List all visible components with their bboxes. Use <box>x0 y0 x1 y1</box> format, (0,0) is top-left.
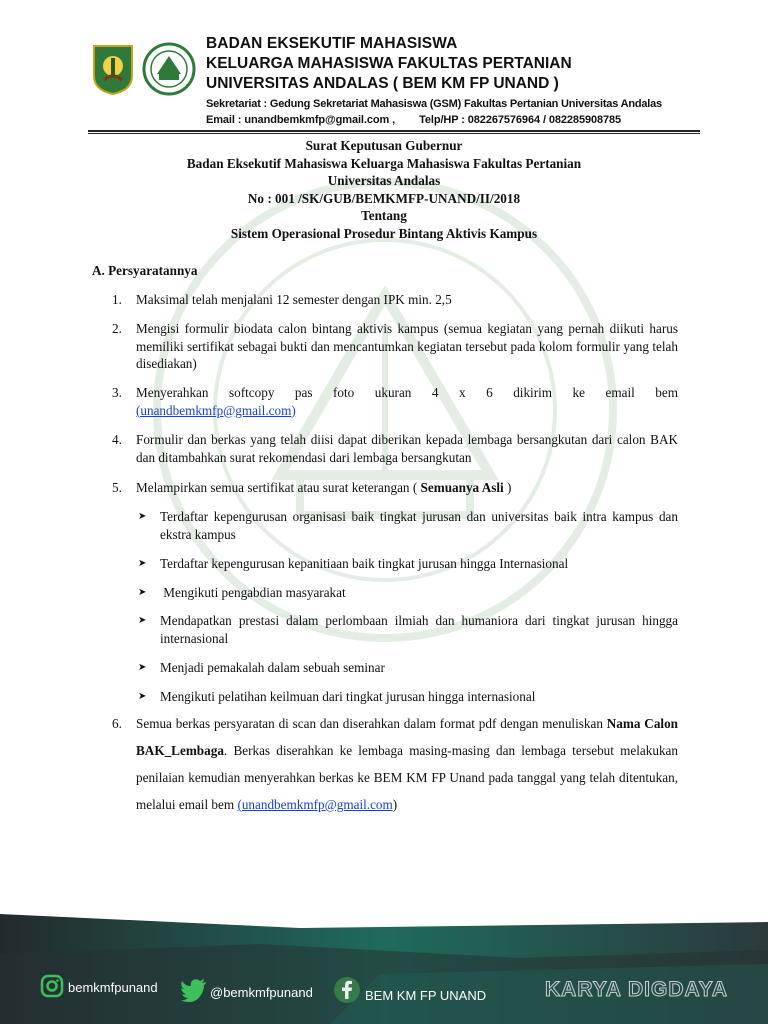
twitter-handle[interactable]: @bemkmfpunand <box>210 985 313 1000</box>
decree-title <box>88 137 680 242</box>
arrow-bullet-icon: ➤ <box>138 615 147 626</box>
instagram-icon[interactable] <box>40 974 64 998</box>
university-logo-icon <box>142 42 196 96</box>
title-line-2: Badan Eksekutif Mahasiswa Keluarga Mahasiswa Fakultas Pertanian <box>186 155 582 171</box>
list-item: 3. Menyerahkan softcopy pas foto ukuran 4 x 6 dikirim ke email bem (unandbemkmfp@gmail.com) <box>112 385 678 418</box>
contact-line <box>206 112 696 128</box>
arrow-bullet-icon: ➤ <box>138 662 147 673</box>
arrow-bullet-icon: ➤ <box>138 587 147 598</box>
contact-email: Email : unandbemkmfp@gmail.com , <box>206 114 396 126</box>
title-line-5: Tentang <box>361 208 407 223</box>
org-family: KELUARGA MAHASISWA FAKULTAS PERTANIAN <box>206 55 572 72</box>
sub-list-item: ➤ Mengikuti pengabdian masyarakat <box>138 585 346 600</box>
email-link[interactable]: (unandbemkmfp@gmail.com <box>237 797 393 812</box>
contact-phone: Telp/HP : 082267576964 / 082285908785 <box>419 114 622 126</box>
facebook-page[interactable]: BEM KM FP UNAND <box>365 988 487 1003</box>
list-item: 6. Semua berkas persyaratan di scan dan diserahkan dalam format pdf dengan menuliskan Nama Calon BAK_Lembaga. Berkas diserahkan ke lembaga masing-masing dan lembaga tersebut melakukan penilaian kemudian menyerahkan berkas ke BEM KM FP Unand pada tanggal yang telah ditentukan, melalui email bem (unandbemkmfp@gmail.com) <box>112 716 679 812</box>
arrow-bullet-icon: ➤ <box>138 691 147 702</box>
letterhead-rule-thin <box>88 133 700 134</box>
secretariat-address: Sekretariat : Gedung Sekretariat Mahasiswa (GSM) Fakultas Pertanian Universitas Andalas <box>206 98 662 110</box>
sub-list-item: ➤ Menjadi pemakalah dalam sebuah seminar <box>138 660 385 675</box>
sub-list-item: ➤ Mendapatkan prestasi dalam perlombaan ilmiah dan humaniora dari tingkat jurusan hingga internasional <box>138 613 678 646</box>
instagram-handle[interactable]: bemkmfpunand <box>68 980 158 995</box>
list-item: 2. Mengisi formulir biodata calon bintang aktivis kampus (semua kegiatan yang pernah diikuti harus memiliki sertifikat sebagai bukti dan mencantumkan kegiatan tersebut pada kolom formulir yang telah disediakan) <box>112 321 678 371</box>
arrow-bullet-icon: ➤ <box>138 558 147 569</box>
facebook-icon[interactable] <box>333 976 361 1004</box>
list-item: 4. Formulir dan berkas yang telah diisi dapat diberikan kepada lembaga bersangkutan dari calon BAK dan ditambahkan surat rekomendasi dari lembaga bersangkutan <box>112 432 678 465</box>
list-item: 5. Melampirkan semua sertifikat atau surat keterangan ( Semuanya Asli ) <box>112 480 512 495</box>
letterhead-text <box>206 34 696 128</box>
sub-list-item: ➤ Terdaftar kepengurusan kepanitiaan baik tingkat jurusan hingga Internasional <box>138 556 569 571</box>
list-item: 1. Maksimal telah menjalani 12 semester dengan IPK min. 2,5 <box>112 292 452 307</box>
letterhead-rule-thick <box>88 130 700 132</box>
footer-motto: KARYA DIGDAYA <box>545 978 728 1001</box>
org-university: UNIVERSITAS ANDALAS ( BEM KM FP UNAND ) <box>206 75 559 92</box>
faculty-logo-icon <box>90 42 136 96</box>
section-heading: A. Persyaratannya <box>92 263 198 278</box>
title-line-6: Sistem Operasional Prosedur Bintang Aktivis Kampus <box>230 225 538 241</box>
title-line-1: Surat Keputusan Gubernur <box>305 138 463 153</box>
sub-list-item: ➤ Terdaftar kepengurusan organisasi baik tingkat jurusan dan universitas baik intra kampus dan ekstra kampus <box>138 509 678 542</box>
email-link[interactable]: (unandbemkmfp@gmail.com) <box>136 402 296 418</box>
title-line-3: Universitas Andalas <box>327 173 441 188</box>
title-line-4: No : 001 /SK/GUB/BEMKMFP-UNAND/II/2018 <box>247 190 521 206</box>
arrow-bullet-icon: ➤ <box>138 511 147 522</box>
twitter-icon[interactable] <box>180 978 208 1002</box>
letterhead <box>88 34 698 130</box>
sub-list-item: ➤ Mengikuti pelatihan keilmuan dari tingkat jurusan hingga internasional <box>138 689 536 704</box>
org-name: BADAN EKSEKUTIF MAHASISWA <box>206 35 458 52</box>
footer-banner <box>0 914 768 1024</box>
